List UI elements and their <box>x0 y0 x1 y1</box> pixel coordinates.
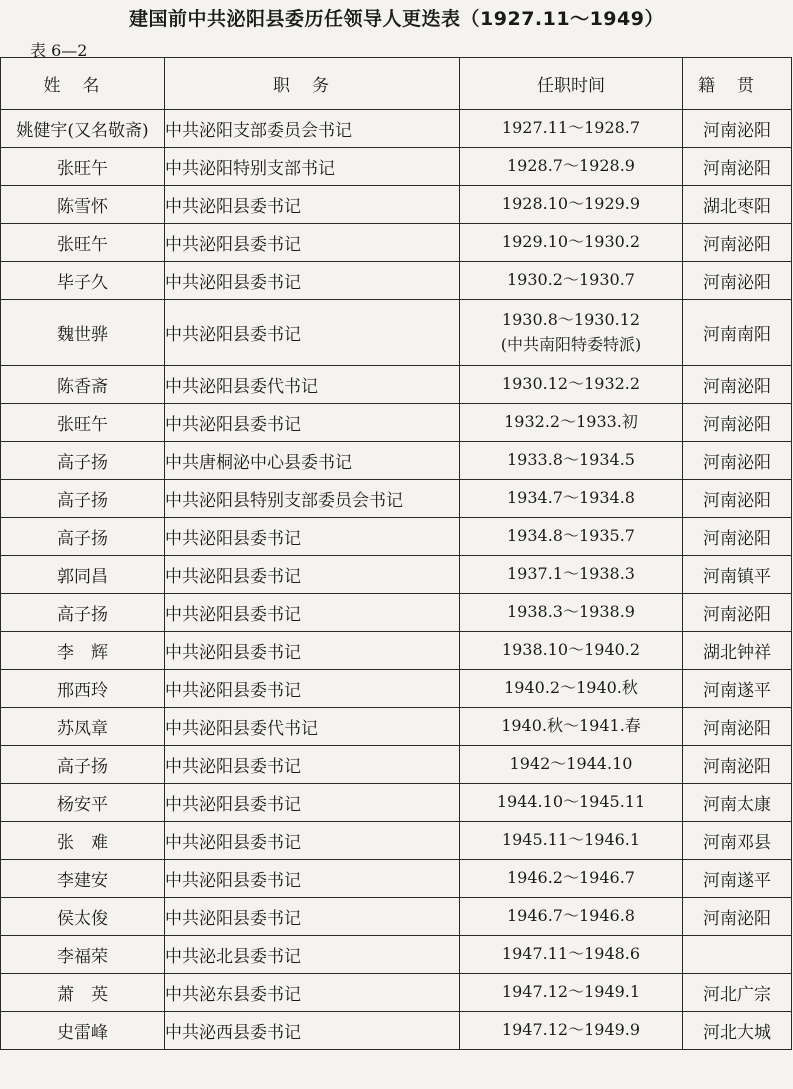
cell-origin: 河北广宗 <box>683 974 792 1012</box>
cell-duty: 中共泌阳县委代书记 <box>165 366 460 404</box>
cell-origin: 湖北钟祥 <box>683 632 792 670</box>
cell-duty: 中共泌北县委书记 <box>165 936 460 974</box>
cell-duty: 中共泌阳县委书记 <box>165 224 460 262</box>
cell-duty: 中共泌阳县委书记 <box>165 822 460 860</box>
header-name: 姓名 <box>1 58 165 110</box>
cell-term: 1946.7～1946.8 <box>460 898 683 936</box>
cell-origin: 河南遂平 <box>683 860 792 898</box>
term-value: 1930.8～1930.12 <box>501 309 641 329</box>
document-title: 建国前中共泌阳县委历任领导人更迭表（1927.11～1949） <box>129 8 664 30</box>
cell-origin: 河南泌阳 <box>683 746 792 784</box>
table-row <box>1 300 792 366</box>
cell-name: 郭同昌 <box>1 556 165 594</box>
cell-name: 姚健宇(又名敬斋) <box>1 110 165 148</box>
cell-origin: 河南遂平 <box>683 670 792 708</box>
table-row <box>1 784 792 822</box>
table-row <box>1 556 792 594</box>
cell-duty: 中共泌阳县委书记 <box>165 594 460 632</box>
cell-origin: 河南泌阳 <box>683 480 792 518</box>
cell-origin: 河南泌阳 <box>683 404 792 442</box>
cell-name: 陈香斋 <box>1 366 165 404</box>
cell-term: 1929.10～1930.2 <box>460 224 683 262</box>
table-row <box>1 822 792 860</box>
cell-duty: 中共唐桐泌中心县委书记 <box>165 442 460 480</box>
cell-duty: 中共泌阳县委书记 <box>165 898 460 936</box>
cell-term: 1947.12～1949.9 <box>460 1012 683 1050</box>
cell-duty: 中共泌阳县委书记 <box>165 632 460 670</box>
cell-duty: 中共泌阳县委书记 <box>165 746 460 784</box>
cell-term <box>460 300 683 366</box>
cell-term: 1942～1944.10 <box>460 746 683 784</box>
table-number: 表 6—2 <box>30 41 88 60</box>
cell-term: 1930.12～1932.2 <box>460 366 683 404</box>
table-row <box>1 148 792 186</box>
cell-origin: 河南邓县 <box>683 822 792 860</box>
table-row <box>1 480 792 518</box>
cell-name: 毕子久 <box>1 262 165 300</box>
cell-duty: 中共泌阳县委书记 <box>165 860 460 898</box>
header-origin: 籍贯 <box>683 58 792 110</box>
cell-origin: 河南泌阳 <box>683 518 792 556</box>
cell-term: 1927.11～1928.7 <box>460 110 683 148</box>
cell-term: 1928.7～1928.9 <box>460 148 683 186</box>
cell-duty: 中共泌阳县特别支部委员会书记 <box>165 480 460 518</box>
cell-name: 李福荣 <box>1 936 165 974</box>
table-row <box>1 518 792 556</box>
cell-name: 高子扬 <box>1 518 165 556</box>
table-row <box>1 366 792 404</box>
cell-name: 李 辉 <box>1 632 165 670</box>
cell-origin: 河南泌阳 <box>683 366 792 404</box>
cell-duty: 中共泌阳县委书记 <box>165 518 460 556</box>
table-row <box>1 974 792 1012</box>
table-row <box>1 746 792 784</box>
cell-duty: 中共泌西县委书记 <box>165 1012 460 1050</box>
cell-origin: 河南泌阳 <box>683 262 792 300</box>
table-row <box>1 898 792 936</box>
cell-origin: 河南镇平 <box>683 556 792 594</box>
cell-duty: 中共泌阳县委书记 <box>165 784 460 822</box>
table-header-row <box>1 58 792 110</box>
leaders-table <box>0 57 792 1050</box>
cell-duty: 中共泌阳特别支部书记 <box>165 148 460 186</box>
cell-name: 高子扬 <box>1 594 165 632</box>
cell-name: 魏世骅 <box>1 300 165 366</box>
cell-term: 1940.2～1940.秋 <box>460 670 683 708</box>
cell-term: 1930.2～1930.7 <box>460 262 683 300</box>
cell-name: 苏凤章 <box>1 708 165 746</box>
cell-name: 高子扬 <box>1 746 165 784</box>
cell-origin: 河南泌阳 <box>683 224 792 262</box>
cell-origin: 河南泌阳 <box>683 442 792 480</box>
header-duty: 职务 <box>165 58 460 110</box>
table-row <box>1 224 792 262</box>
cell-duty: 中共泌阳县委书记 <box>165 186 460 224</box>
table-row <box>1 442 792 480</box>
cell-duty: 中共泌东县委书记 <box>165 974 460 1012</box>
table-row <box>1 110 792 148</box>
cell-duty: 中共泌阳县委代书记 <box>165 708 460 746</box>
cell-name: 杨安平 <box>1 784 165 822</box>
cell-term: 1934.7～1934.8 <box>460 480 683 518</box>
cell-name: 张 难 <box>1 822 165 860</box>
cell-origin: 河南泌阳 <box>683 594 792 632</box>
cell-duty: 中共泌阳县委书记 <box>165 670 460 708</box>
cell-name: 张旺午 <box>1 224 165 262</box>
cell-name: 陈雪怀 <box>1 186 165 224</box>
cell-name: 高子扬 <box>1 442 165 480</box>
cell-origin: 河南南阳 <box>683 300 792 366</box>
table-row <box>1 860 792 898</box>
cell-duty: 中共泌阳县委书记 <box>165 556 460 594</box>
cell-term: 1928.10～1929.9 <box>460 186 683 224</box>
table-row <box>1 1012 792 1050</box>
table-row <box>1 404 792 442</box>
cell-name: 侯太俊 <box>1 898 165 936</box>
cell-term: 1934.8～1935.7 <box>460 518 683 556</box>
cell-origin: 河南太康 <box>683 784 792 822</box>
cell-origin: 湖北枣阳 <box>683 186 792 224</box>
cell-name: 李建安 <box>1 860 165 898</box>
cell-term: 1938.10～1940.2 <box>460 632 683 670</box>
cell-duty: 中共泌阳支部委员会书记 <box>165 110 460 148</box>
table-row <box>1 186 792 224</box>
cell-name: 张旺午 <box>1 404 165 442</box>
cell-term: 1944.10～1945.11 <box>460 784 683 822</box>
cell-origin: 河南泌阳 <box>683 110 792 148</box>
cell-name: 史雷峰 <box>1 1012 165 1050</box>
cell-term: 1940.秋～1941.春 <box>460 708 683 746</box>
cell-name: 邢西玲 <box>1 670 165 708</box>
cell-term: 1932.2～1933.初 <box>460 404 683 442</box>
table-row <box>1 632 792 670</box>
cell-term: 1938.3～1938.9 <box>460 594 683 632</box>
cell-duty: 中共泌阳县委书记 <box>165 300 460 366</box>
cell-duty: 中共泌阳县委书记 <box>165 262 460 300</box>
cell-origin: 河南泌阳 <box>683 708 792 746</box>
cell-term: 1946.2～1946.7 <box>460 860 683 898</box>
cell-origin <box>683 936 792 974</box>
table-row <box>1 262 792 300</box>
table-row <box>1 708 792 746</box>
cell-term: 1945.11～1946.1 <box>460 822 683 860</box>
cell-term: 1947.12～1949.1 <box>460 974 683 1012</box>
table-row <box>1 670 792 708</box>
cell-duty: 中共泌阳县委书记 <box>165 404 460 442</box>
term-note: (中共南阳特委特派) <box>500 334 642 354</box>
cell-name: 张旺午 <box>1 148 165 186</box>
cell-term: 1947.11～1948.6 <box>460 936 683 974</box>
cell-origin: 河北大城 <box>683 1012 792 1050</box>
cell-name: 高子扬 <box>1 480 165 518</box>
table-body <box>1 110 792 1050</box>
table-row <box>1 594 792 632</box>
cell-origin: 河南泌阳 <box>683 898 792 936</box>
cell-term: 1933.8～1934.5 <box>460 442 683 480</box>
cell-origin: 河南泌阳 <box>683 148 792 186</box>
cell-name: 萧 英 <box>1 974 165 1012</box>
cell-term: 1937.1～1938.3 <box>460 556 683 594</box>
table-row <box>1 936 792 974</box>
header-term: 任职时间 <box>460 58 683 110</box>
